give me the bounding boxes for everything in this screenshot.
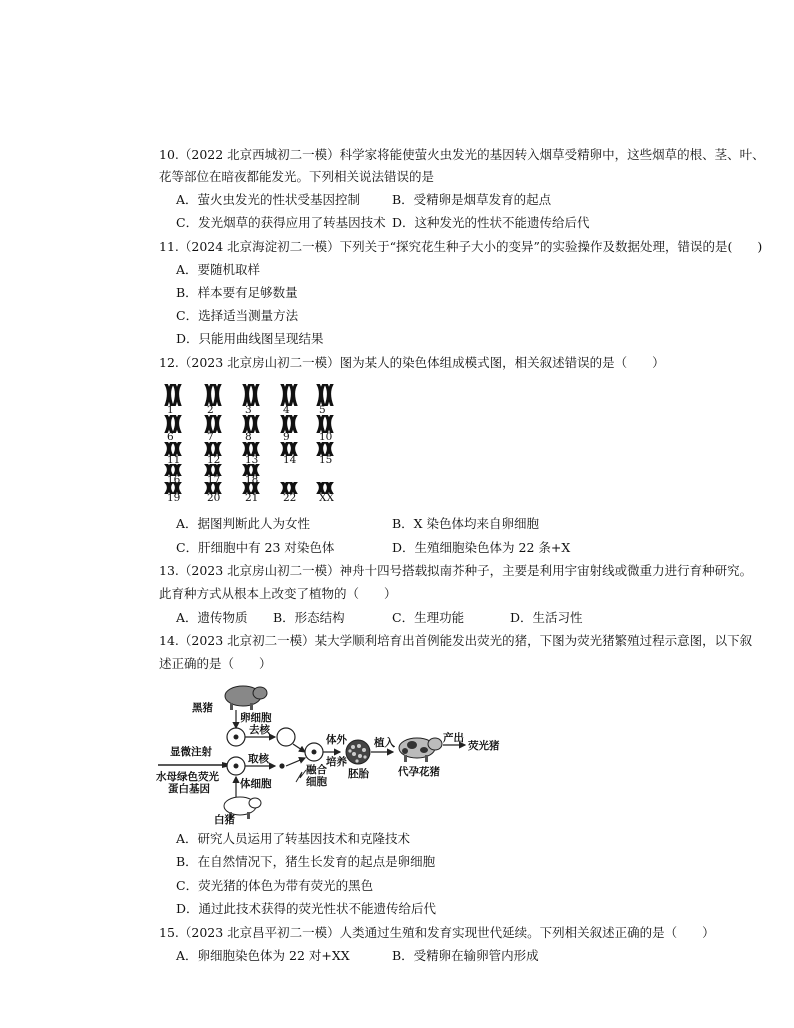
- label-enucleate: 去核: [249, 724, 270, 736]
- label-black-pig: 黑猪: [192, 702, 213, 714]
- chromosome-label-10: 10: [319, 431, 333, 443]
- label-take-nucleus: 取核: [248, 753, 269, 765]
- fusion-cell-icon: [305, 743, 323, 761]
- chromosome-label-5: 5: [319, 404, 326, 416]
- label-gene-line2: 蛋白基因: [168, 783, 210, 795]
- label-implant: 植入: [374, 737, 395, 749]
- label-embryo: 胚胎: [348, 768, 369, 780]
- q13-option-d: D．生活习性: [510, 610, 583, 625]
- chromosome-label-8: 8: [245, 431, 252, 443]
- chromosome-pair-2: [203, 384, 223, 406]
- chromosome-label-15: 15: [319, 454, 333, 466]
- enucleated-egg-icon: [277, 728, 295, 746]
- q12-option-b: B．X 染色体均来自卵细胞: [392, 516, 540, 531]
- label-microinjection: 显微注射: [170, 746, 212, 758]
- chromosome-label-11: 11: [167, 454, 181, 466]
- chromosome-label-16: 16: [167, 474, 181, 486]
- fluorescent-pig-diagram: [150, 680, 510, 826]
- chromosome-label-XX: XX: [319, 492, 334, 504]
- q14-option-d: D．通过此技术获得的荧光性状不能遗传给后代: [176, 901, 437, 916]
- q10-option-c: C．发光烟草的获得应用了转基因技术: [176, 215, 386, 230]
- chromosome-pair-5: [315, 384, 335, 406]
- label-birth: 产出: [443, 732, 464, 744]
- label-gene-line1: 水母绿色荧光: [156, 771, 219, 783]
- q13-option-c: C．生理功能: [392, 610, 465, 625]
- chromosome-label-7: 7: [207, 431, 214, 443]
- chromosome-label-3: 3: [245, 404, 252, 416]
- q13-option-a: A．遗传物质: [176, 610, 248, 625]
- label-fusion-line2: 细胞: [306, 776, 327, 788]
- q14-option-b: B．在自然情况下，猪生长发育的起点是卵细胞: [176, 854, 436, 869]
- q13-stem-line1: 13.（2023 北京房山初二一模）神舟十四号搭载拟南芥种子，主要是利用宇宙射线或微重力进行育种研究。: [159, 563, 753, 578]
- egg-cell-icon: [227, 728, 245, 746]
- chromosome-label-1: 1: [167, 404, 174, 416]
- q12-stem-line1: 12.（2023 北京房山初二一模）图为某人的染色体组成模式图，相关叙述错误的是（ ）: [159, 355, 665, 370]
- label-body-cell: 体细胞: [240, 778, 272, 790]
- q10-option-b: B．受精卵是烟草发育的起点: [392, 192, 552, 207]
- q10-option-d: D．这种发光的性状不能遗传给后代: [392, 215, 590, 230]
- nucleus-dot: [279, 763, 284, 768]
- q13-stem-line2: 此育种方式从根本上改变了植物的（ ）: [159, 586, 397, 601]
- chromosome-label-17: 17: [207, 474, 221, 486]
- q11-option-a: A．要随机取样: [176, 262, 261, 277]
- q11-option-d: D．只能用曲线图呈现结果: [176, 331, 324, 346]
- chromosome-label-6: 6: [167, 431, 174, 443]
- q10-option-a: A．萤火虫发光的性状受基因控制: [176, 192, 361, 207]
- q11-option-c: C．选择适当测量方法: [176, 308, 299, 323]
- body-cell-icon: [227, 757, 245, 775]
- embryo-icon: [346, 740, 370, 764]
- chromosome-pair-1: [163, 384, 183, 406]
- q12-option-c: C．肝细胞中有 23 对染色体: [176, 540, 335, 555]
- q10-stem-line2: 花等部位在暗夜都能发光。下列相关说法错误的是: [159, 169, 435, 184]
- surrogate-pig-icon: [399, 738, 442, 762]
- label-culture-line1: 体外: [326, 734, 347, 746]
- q12-option-d: D．生殖细胞染色体为 22 条+X: [392, 540, 571, 555]
- chromosome-label-2: 2: [207, 404, 214, 416]
- q14-stem-line1: 14.（2023 北京初二一模）某大学顺利培育出首例能发出荧光的猪，下图为荧光猪繁殖过程示意图，以下叙: [159, 633, 753, 648]
- q13-option-b: B．形态结构: [273, 610, 345, 625]
- chromosome-label-13: 13: [245, 454, 259, 466]
- chromosome-label-19: 19: [167, 492, 181, 504]
- chromosome-label-14: 14: [283, 454, 297, 466]
- chromosome-label-4: 4: [283, 404, 290, 416]
- q11-option-b: B．样本要有足够数量: [176, 285, 298, 300]
- label-culture-line2: 培养: [326, 756, 347, 768]
- karyotype-figure: [155, 382, 345, 504]
- label-egg-cell: 卵细胞: [240, 712, 272, 724]
- q14-option-a: A．研究人员运用了转基因技术和克隆技术: [176, 831, 411, 846]
- black-pig-icon: [225, 686, 267, 710]
- q15-option-a: A．卵细胞染色体为 22 对+XX: [176, 948, 350, 963]
- label-fluorescent-pig: 荧光猪: [468, 740, 500, 752]
- chromosome-label-21: 21: [245, 492, 259, 504]
- q11-stem-line1: 11.（2024 北京海淀初二一模）下列关于“探究花生种子大小的变异”的实验操作及数据处理，错误的是( ): [159, 239, 763, 254]
- chromosome-pair-3: [241, 384, 261, 406]
- chromosome-label-18: 18: [245, 474, 259, 486]
- q12-option-a: A．据图判断此人为女性: [176, 516, 311, 531]
- label-surrogate-pig: 代孕花猪: [398, 766, 440, 778]
- q14-option-c: C．荧光猪的体色为带有荧光的黑色: [176, 878, 374, 893]
- chromosome-label-9: 9: [283, 431, 290, 443]
- chromosome-label-22: 22: [283, 492, 297, 504]
- q15-option-b: B．受精卵在输卵管内形成: [392, 948, 539, 963]
- q15-stem-line1: 15.（2023 北京昌平初二一模）人类通过生殖和发育实现世代延续。下列相关叙述正确的是（ ）: [159, 925, 715, 940]
- label-fusion-line1: 融合: [306, 764, 327, 776]
- chromosome-pair-4: [279, 384, 299, 406]
- q10-stem-line1: 10.（2022 北京西城初二一模）科学家将能使萤火虫发光的基因转入烟草受精卵中，这些烟草的根、茎、叶、: [159, 147, 765, 162]
- chromosome-label-12: 12: [207, 454, 221, 466]
- q14-stem-line2: 述正确的是（ ）: [159, 656, 272, 671]
- label-white-pig: 白猪: [214, 814, 235, 826]
- chromosome-label-20: 20: [207, 492, 221, 504]
